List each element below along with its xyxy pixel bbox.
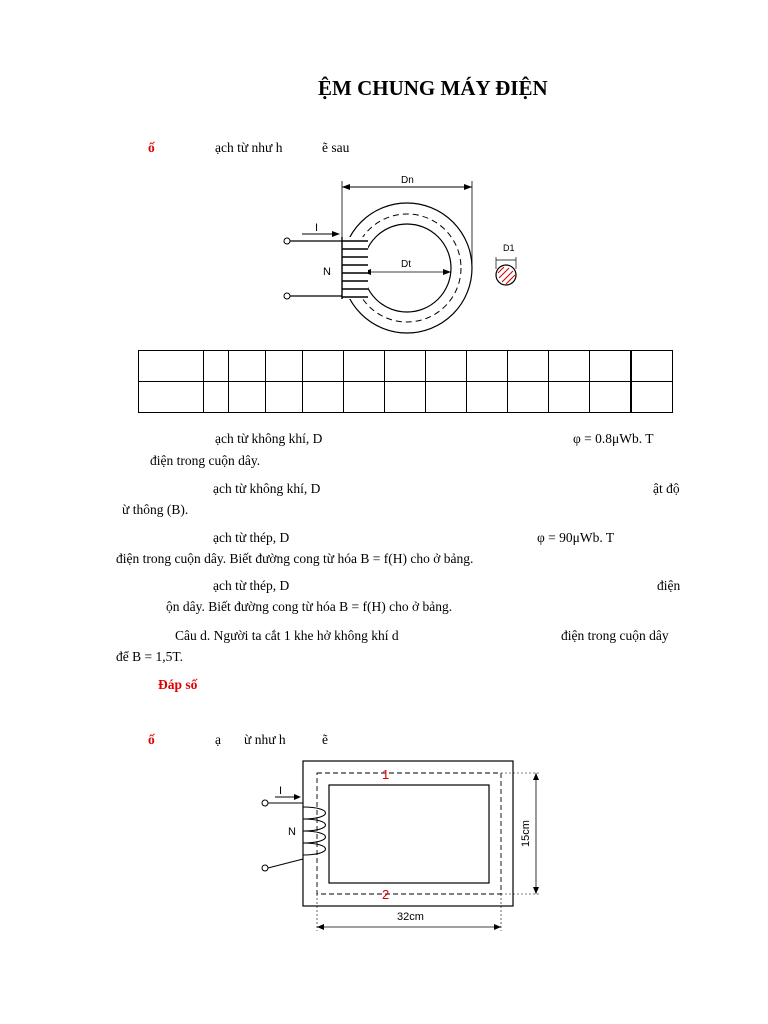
question-a-line2: điện trong cuộn dây. xyxy=(150,453,261,468)
turns-label: N xyxy=(323,266,331,278)
question-b-line2: ừ thông (B). xyxy=(122,502,189,517)
question-d-line1: ạch từ thép, D xyxy=(213,578,290,593)
question-a-line1: ạch từ không khí, D xyxy=(215,431,323,446)
d1-label: D1 xyxy=(503,243,515,253)
problem2-intro-c: ẽ xyxy=(322,732,328,747)
rectangular-core-figure xyxy=(255,755,550,937)
current-label-2: I xyxy=(279,785,283,797)
question-d-right: điện xyxy=(657,578,681,593)
question-e-right: điện trong cuộn dây xyxy=(561,628,669,643)
section-2-label: 2 xyxy=(382,887,390,902)
question-b-line1: ạch từ không khí, D xyxy=(213,481,321,496)
question-c-line2: điện trong cuộn dây. Biết đường cong từ hóa B = f(H) cho ở bảng. xyxy=(116,551,474,566)
problem2-number: ố xyxy=(148,732,155,747)
height-label: 15cm xyxy=(520,820,532,847)
section-1-label: 1 xyxy=(382,767,390,782)
dt-label: Dt xyxy=(401,259,411,270)
problem1-number: ố xyxy=(148,140,155,155)
table-row xyxy=(139,382,673,413)
bh-table xyxy=(138,350,673,413)
problem2-intro-b: ừ như h xyxy=(244,732,286,747)
problem1-intro-end: ẽ sau xyxy=(322,140,350,155)
problem1-intro: ạch từ như h xyxy=(215,140,283,155)
question-c-line1: ạch từ thép, D xyxy=(213,530,290,545)
width-label: 32cm xyxy=(397,911,424,923)
problem2-intro-a: ạ xyxy=(215,732,221,747)
answer-heading: Đáp số xyxy=(158,677,198,692)
turns-label-2: N xyxy=(288,826,296,838)
dn-label: Dn xyxy=(401,175,414,186)
current-label: I xyxy=(315,222,319,234)
question-c-right: φ = 90μWb. T xyxy=(537,530,615,545)
question-e-line2: để B = 1,5T. xyxy=(116,649,183,664)
table-row xyxy=(139,351,673,382)
page-title: ỆM CHUNG MÁY ĐIỆN xyxy=(318,76,548,100)
question-a-right: φ = 0.8μWb. T xyxy=(573,431,654,446)
question-d-line2: ộn dây. Biết đường cong từ hóa B = f(H) cho ở bảng. xyxy=(166,599,453,614)
question-b-right: ật độ xyxy=(653,481,680,496)
toroid-figure xyxy=(270,165,530,350)
question-e-line1: Câu d. Người ta cắt 1 khe hở không khí d xyxy=(175,628,399,643)
